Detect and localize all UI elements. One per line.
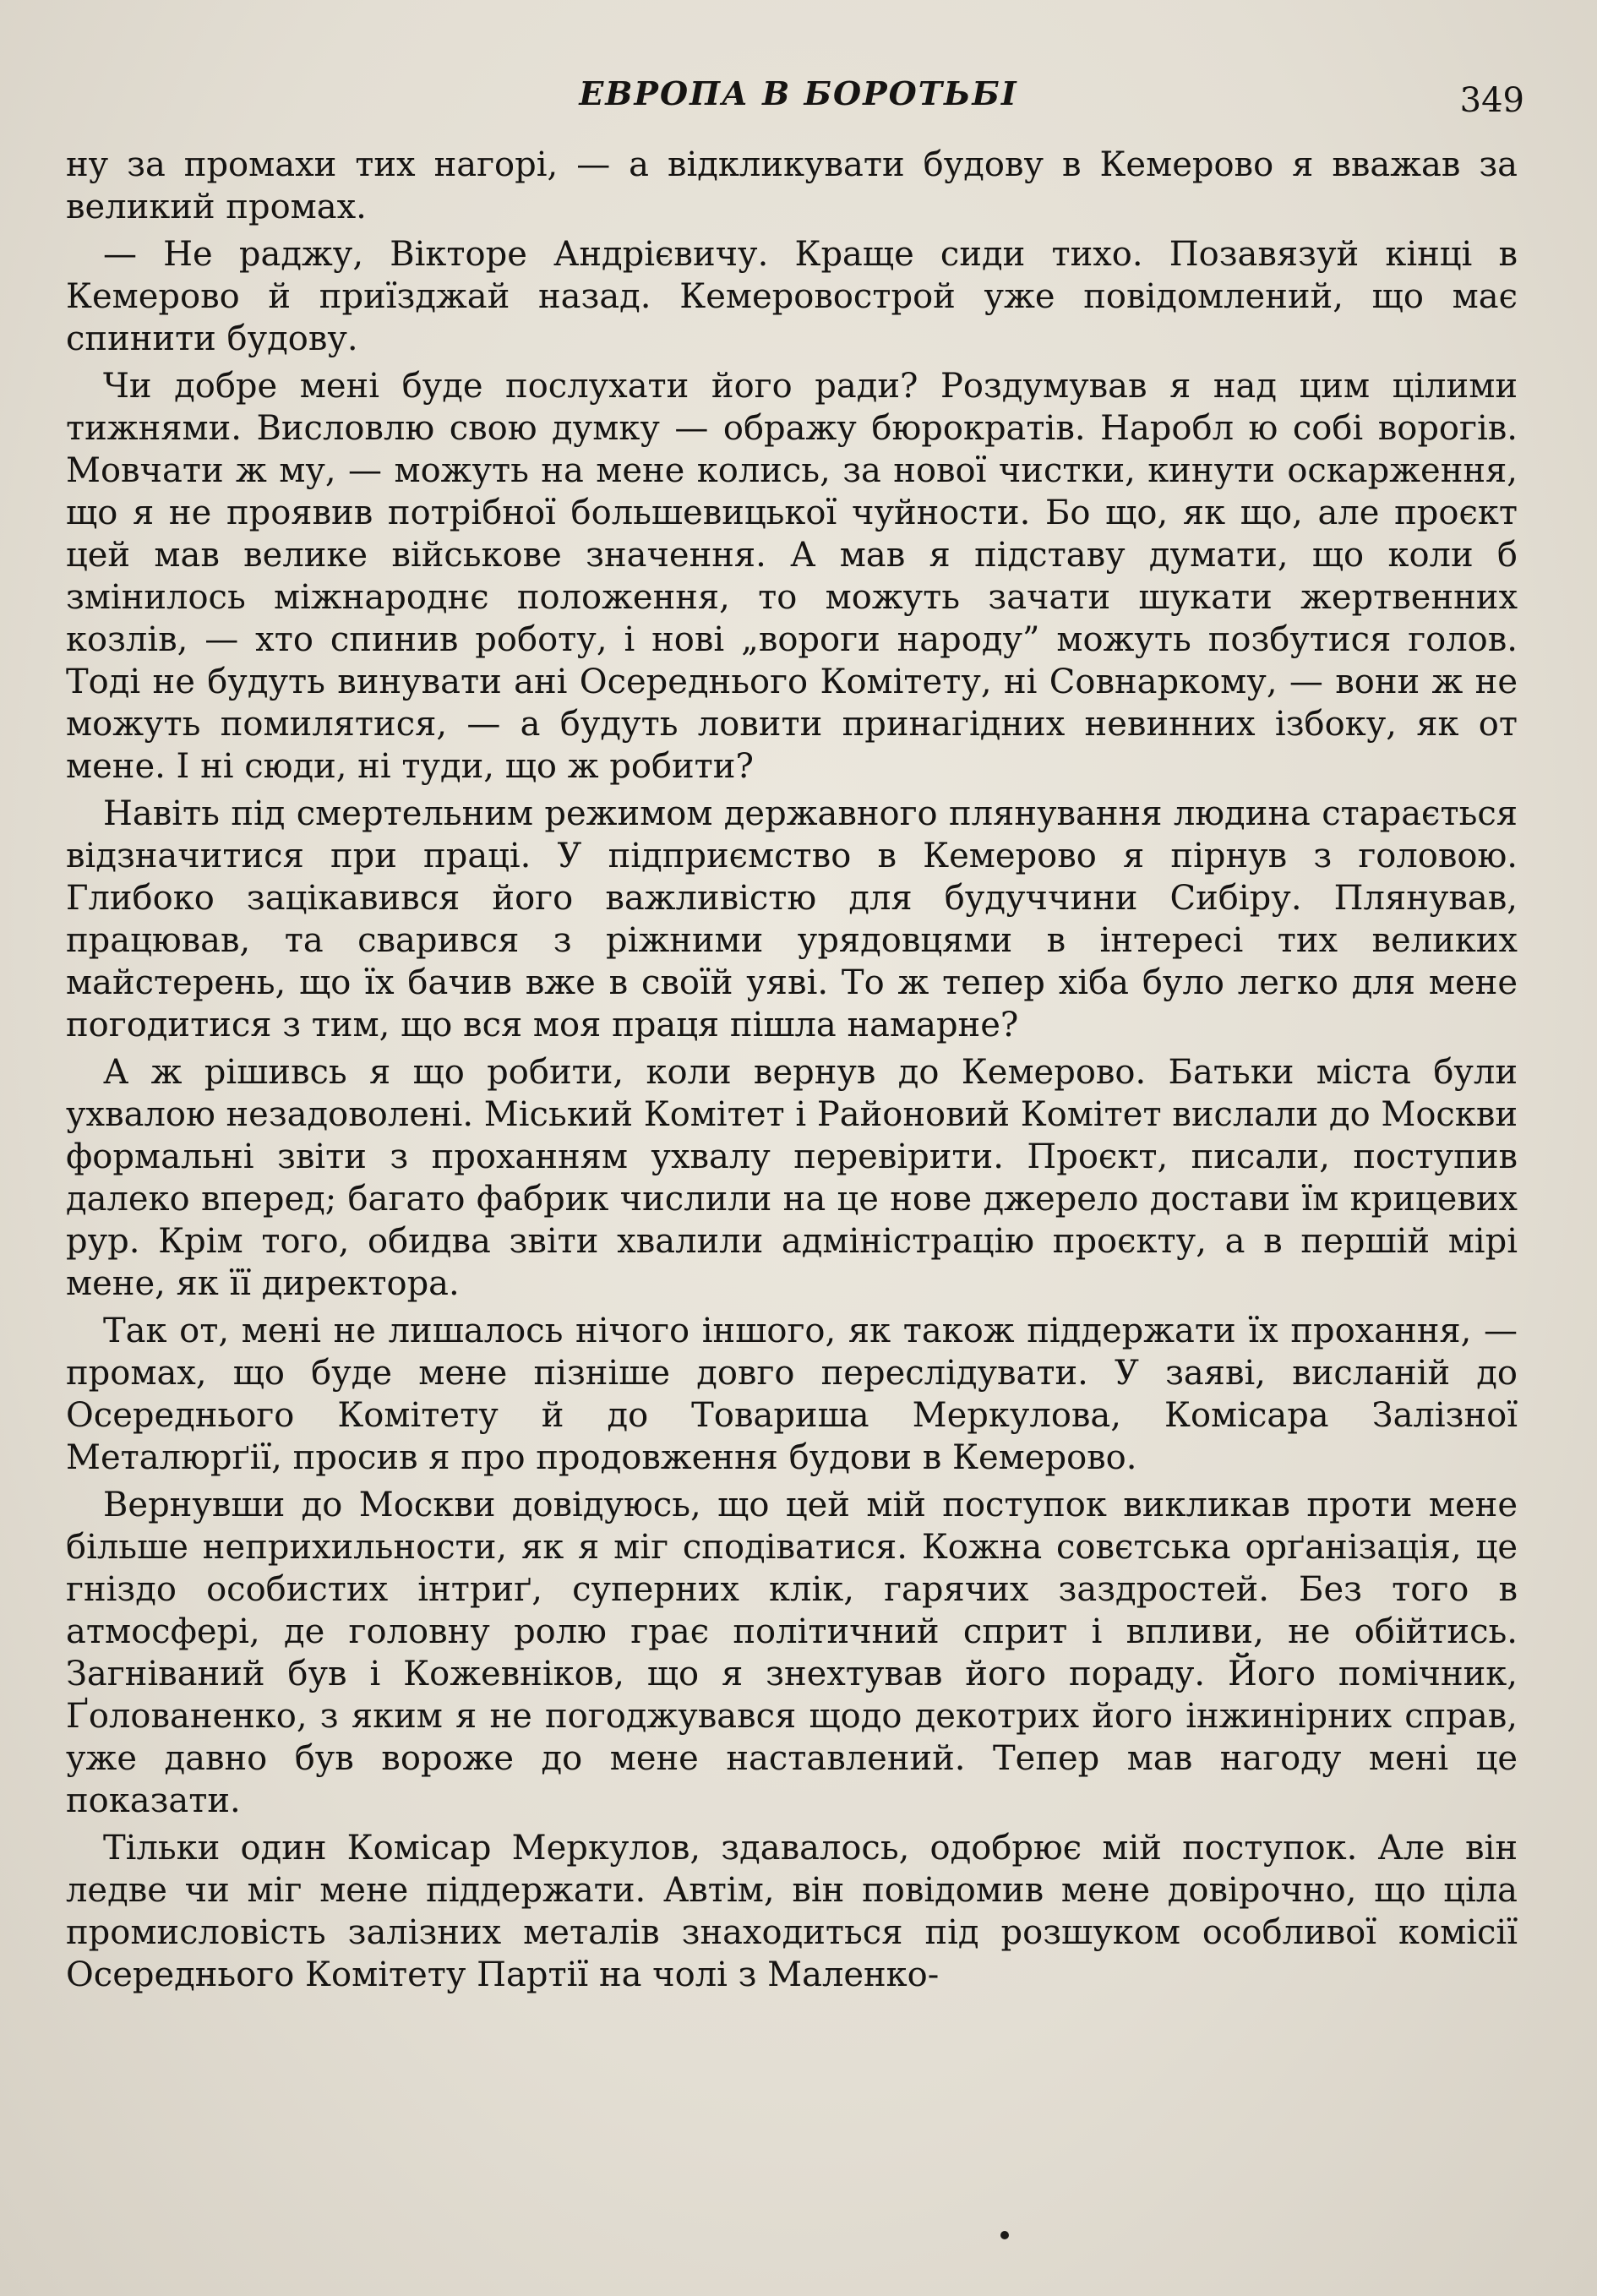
paragraph: ну за промахи тих нагорі, — а відкликувати будову в Кемерово я вважав за великий промах. <box>66 145 1518 226</box>
paragraph: Чи добре мені буде послухати його ради? Роздумував я над цим цілими тижнями. Висловлю свою думку — ображу бюрократів. Наробл ю собі ворогів. Мовчати ж му, — можуть на мене колись, за нової чистки, кинути оскарження, що я не проявив потрібної большевицької чуйности. Бо що, як що, але проєкт цей мав велике військове значення. А мав я підставу думати, що коли б змінилось міжнароднє положення, то можуть зачати шукати жертвенних козлів, — хто спинив роботу, і нові „вороги народу” можуть позбутися голов. Тоді не будуть винувати ані Осереднього Комітету, ні Совнаркому, — вони ж не можуть помилятися, — а будуть ловити принагідних невинних ізбоку, як от мене. І ні сюди, ні туди, що ж робити? <box>66 367 1518 786</box>
page-number: 349 <box>1459 81 1524 120</box>
paragraph: — Не раджу, Вікторе Андрієвичу. Краще сиди тихо. Позавязуй кінці в Кемерово й приїзджай назад. Кемеровострой уже повідомлений, що має спинити будову. <box>66 235 1518 358</box>
paragraph: А ж рішивсь я що робити, коли вернув до Кемерово. Батьки міста були ухвалою незадоволені. Міський Комітет і Районовий Комітет вислали до Москви формальні звіти з проханням ухвалу перевірити. Проєкт, писали, поступив далеко вперед; багато фабрик числили на це нове джерело достави їм крицевих рур. Крім того, обидва звіти хвалили адміністрацію проєкту, а в першій мірі мене, як її директора. <box>66 1053 1518 1303</box>
ink-dot-mark <box>1000 2231 1009 2239</box>
running-head: ЕВРОПА В БОРОТЬБІ <box>579 74 1018 112</box>
body-text <box>66 144 1518 2214</box>
paragraph: Вернувши до Москви довідуюсь, що цей мій поступок викликав проти мене більше неприхильности, як я міг сподіватися. Кожна совєтська орґанізація, це гніздо особистих інтриґ, суперних клік, гарячих заздростей. Без того в атмосфері, де головну ролю грає політичний сприт і впливи, не обійтись. Загніваний був і Кожевніков, що я знехтував його пораду. Його помічник, Ґолованенко, з яким я не погоджувався щодо декотрих його інжинірних справ, уже давно був вороже до мене наставлений. Тепер мав нагоду мені це показати. <box>66 1486 1518 1820</box>
paragraph: Навіть під смертельним режимом державного плянування людина старається відзначитися при праці. У підприємство в Кемерово я пірнув з головою. Глибоко зацікавився його важливістю для будуччини Сибіру. Плянував, працював, та сварився з ріжними урядовцями в інтересі тих великих майстерень, що їх бачив вже в своїй уяві. То ж тепер хіба було легко для мене погодитися з тим, що вся моя праця пішла намарне? <box>66 794 1518 1044</box>
paragraph: Так от, мені не лишалось нічого іншого, як також піддержати їх прохання, — промах, що буде мене пізніше довго переслідувати. У заяві, висланій до Осереднього Комітету й до Товариша Меркулова, Комісара Залізної Металюрґії, просив я про продовження будови в Кемерово. <box>66 1312 1518 1477</box>
paragraph: Тільки один Комісар Меркулов, здавалось, одобрює мій поступок. Але він ледве чи міг мене піддержати. Автім, він повідомив мене довірочно, що ціла промисловість залізних металів знаходиться під розшуком особливої комісії Осереднього Комітету Партії на чолі з Маленко- <box>66 1829 1518 1994</box>
